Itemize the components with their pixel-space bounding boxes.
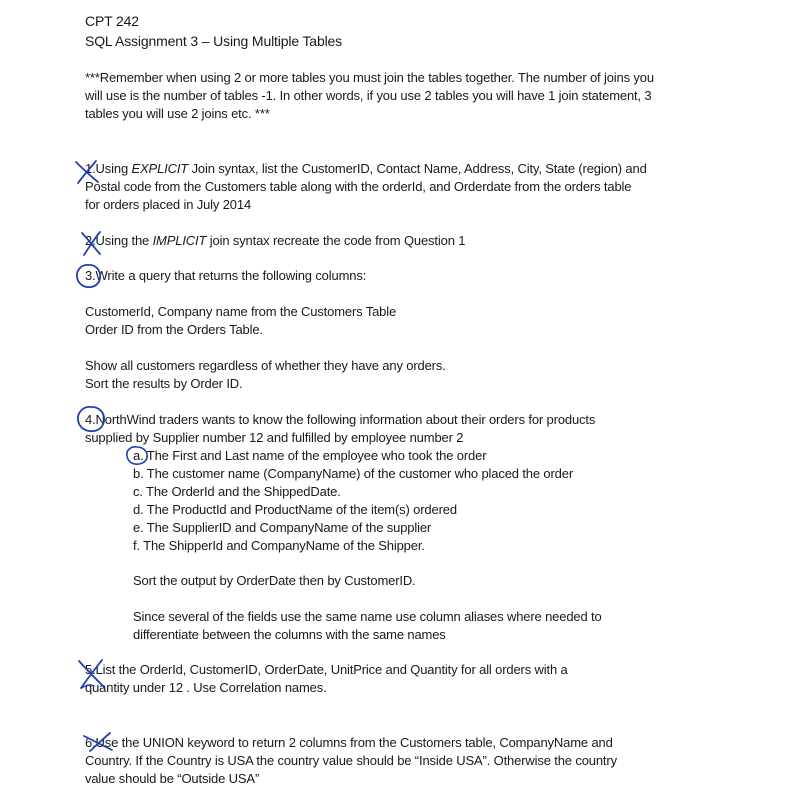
question-1-line: Postal code from the Customers table along with the orderId, and Orderdate from the orders table [85, 179, 632, 194]
circle-mark-item-a [124, 445, 150, 467]
question-3-columns: Order ID from the Orders Table. [85, 322, 263, 337]
cross-out-mark-q2 [78, 229, 108, 257]
item-letter: e. [133, 520, 144, 535]
question-4-item: e. The SupplierID and CompanyName of the supplier [133, 520, 432, 535]
item-letter: f. [133, 538, 140, 553]
question-3-note: Sort the results by Order ID. [85, 376, 243, 391]
question-6-line: value should be “Outside USA” [85, 771, 260, 786]
course-code: CPT 242 [85, 13, 139, 29]
question-4-sort-note: Sort the output by OrderDate then by CustomerID. [133, 573, 416, 588]
question-3: 3.Write a query that returns the following columns: [85, 268, 367, 283]
question-4-alias-note: Since several of the fields use the same name use column aliases where needed to [133, 609, 602, 624]
question-number: 1. [85, 161, 96, 176]
question-6: 6.Use the UNION keyword to return 2 columns from the Customers table, CompanyName and [85, 735, 613, 750]
question-1-line: for orders placed in July 2014 [85, 197, 252, 212]
question-4-item: b. The customer name (CompanyName) of the customer who placed the order [133, 466, 574, 481]
question-4-line: supplied by Supplier number 12 and fulfilled by employee number 2 [85, 430, 464, 445]
question-number: 4. [85, 412, 96, 427]
reminder-line: tables you will use 2 joins etc. *** [85, 106, 270, 121]
reminder-line: will use is the number of tables -1. In other words, if you use 2 tables you will have 1 join statement, 3 [85, 88, 652, 103]
question-4-item: d. The ProductId and ProductName of the item(s) ordered [133, 502, 457, 517]
question-number: 2. [85, 233, 96, 248]
question-4: 4.NorthWind traders wants to know the following information about their orders for products [85, 412, 596, 427]
question-3-note: Show all customers regardless of whether they have any orders. [85, 358, 446, 373]
question-number: 6. [85, 735, 96, 750]
explicit-keyword: EXPLICIT [131, 161, 189, 176]
question-4-item: f. The ShipperId and CompanyName of the Shipper. [133, 538, 425, 553]
reminder-line: ***Remember when using 2 or more tables you must join the tables together. The number of joins you [85, 70, 654, 85]
item-letter: b. [133, 466, 144, 481]
question-1: 1.Using EXPLICIT Join syntax, list the CustomerID, Contact Name, Address, City, State (region) and [85, 161, 647, 176]
question-4-item: a. The First and Last name of the employee who took the order [133, 448, 487, 463]
implicit-keyword: IMPLICIT [152, 233, 207, 248]
question-5: 5.List the OrderId, CustomerID, OrderDate, UnitPrice and Quantity for all orders with a [85, 662, 568, 677]
question-2: 2.Using the IMPLICIT join syntax recreate the code from Question 1 [85, 233, 466, 248]
item-letter: c. [133, 484, 143, 499]
question-3-columns: CustomerId, Company name from the Customers Table [85, 304, 397, 319]
question-4-item: c. The OrderId and the ShippedDate. [133, 484, 341, 499]
question-number: 5. [85, 662, 96, 677]
item-letter: a. [133, 448, 144, 463]
question-5-line: quantity under 12 . Use Correlation names. [85, 680, 327, 695]
circle-mark-q3 [74, 262, 104, 290]
question-6-line: Country. If the Country is USA the country value should be “Inside USA”. Otherwise the country [85, 753, 617, 768]
circle-mark-q4 [74, 403, 108, 435]
cross-out-mark-q1 [72, 158, 106, 186]
question-number: 3. [85, 268, 96, 283]
item-letter: d. [133, 502, 144, 517]
cross-out-mark-q5 [76, 657, 110, 691]
question-4-alias-note: differentiate between the columns with the same names [133, 627, 446, 642]
page-title: SQL Assignment 3 – Using Multiple Tables [85, 33, 343, 49]
cross-out-mark-q6 [82, 730, 114, 754]
